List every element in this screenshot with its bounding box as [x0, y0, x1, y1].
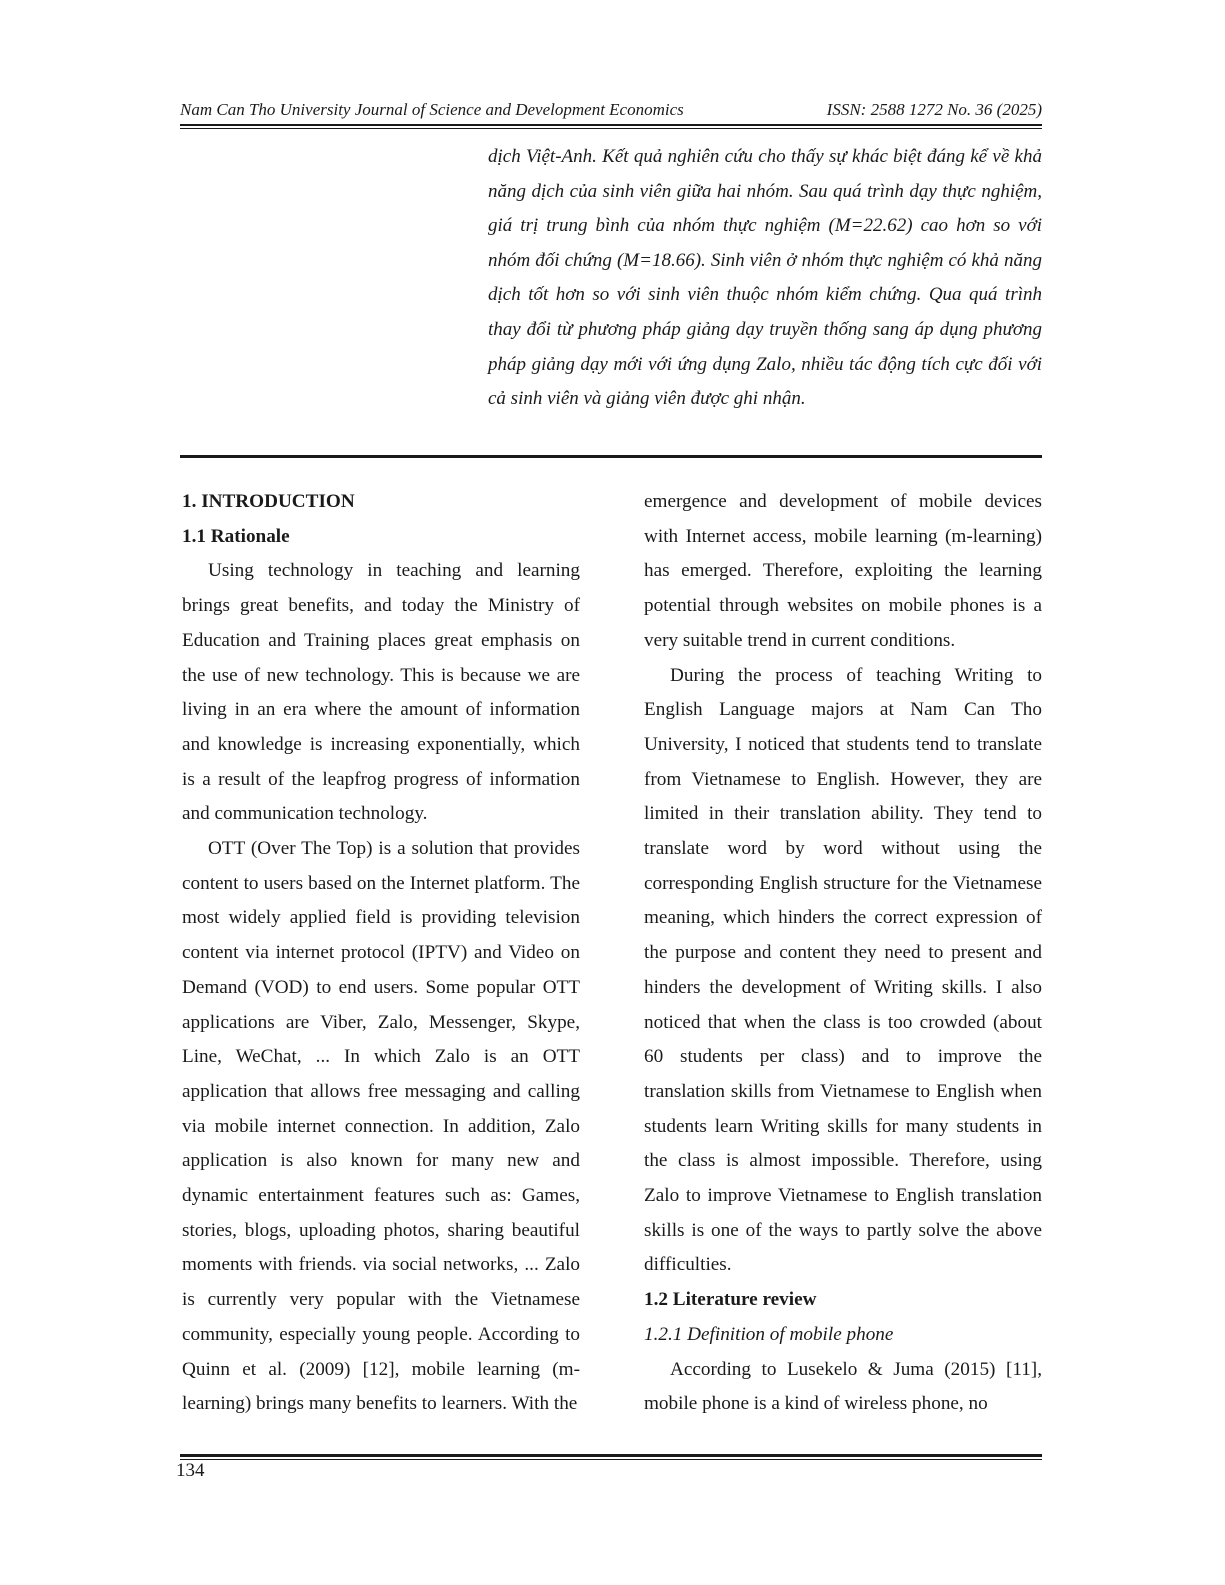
- right-column: [644, 485, 1042, 1422]
- abstract-divider: [180, 455, 1042, 458]
- page-number: 134: [176, 1460, 205, 1481]
- abstract-vietnamese: dịch Việt-Anh. Kết quả nghiên cứu cho thấy sự khác biệt đáng kể về khả năng dịch của sinh viên giữa hai nhóm. Sau quá trình dạy thực nghiệm, giá trị trung bình của nhóm thực nghiệm (M=22.62) cao hơn so với nhóm đối chứng (M=18.66). Sinh viên ở nhóm thực nghiệm có khả năng dịch tốt hơn so với sinh viên thuộc nhóm kiểm chứng. Qua quá trình thay đổi từ phương pháp giảng dạy truyền thống sang áp dụng phương pháp giảng dạy mới với ứng dụng Zalo, nhiều tác động tích cực đối với cả sinh viên và giảng viên được ghi nhận.: [488, 146, 1042, 410]
- paragraph: According to Lusekelo & Juma (2015) [11], mobile phone is a kind of wireless phone, no: [644, 1358, 1042, 1415]
- subsection-title: 1.1 Rationale: [182, 525, 290, 547]
- header-rule-thin: [180, 128, 1042, 129]
- footer-rule-thin: [180, 1459, 1042, 1460]
- section-title: 1. INTRODUCTION: [182, 491, 355, 512]
- subsubsection-title: 1.2.1 Definition of mobile phone: [644, 1323, 894, 1345]
- paragraph: Using technology in teaching and learning brings great benefits, and today the Ministry of Education and Training places great emphasis on the use of new technology. This is because we are living in an era where the amount of information and knowledge is increasing exponentially, which is a result of the leapfrog progress of information and communication technology.: [182, 560, 580, 825]
- paragraph: OTT (Over The Top) is a solution that provides content to users based on the Internet platform. The most widely applied field is providing television content via internet protocol (IPTV) and Video on Demand (VOD) to end users. Some popular OTT applications are Viber, Zalo, Messenger, Skype, Line, WeChat, ... In which Zalo is an OTT application that allows free messaging and calling via mobile internet connection. In addition, Zalo application is also known for many new and dynamic entertainment features such as: Games, stories, blogs, uploading photos, sharing beautiful moments with friends. via social networks, ... Zalo is currently very popular with the Vietnamese community, especially young people. According to Quinn et al. (2009) [12], mobile learning (m-learning) brings many benefits to learners. With the: [182, 838, 580, 1415]
- left-column: [182, 485, 580, 1422]
- subsection-title: 1.2 Literature review: [644, 1289, 817, 1311]
- footer-rule: [180, 1454, 1042, 1457]
- paragraph: During the process of teaching Writing to English Language majors at Nam Can Tho University, I noticed that students tend to translate from Vietnamese to English. However, they are limited in their translation ability. They tend to translate word by word without using the corresponding English structure for the Vietnamese meaning, which hinders the correct expression of the purpose and content they need to present and hinders the development of Writing skills. I also noticed that when the class is too crowded (about 60 students per class) and to improve the translation skills from Vietnamese to English when students learn Writing skills for many students in the class is almost impossible. Therefore, using Zalo to improve Vietnamese to English translation skills is one of the ways to partly solve the above difficulties.: [644, 664, 1042, 1276]
- paragraph-continued: emergence and development of mobile devices with Internet access, mobile learning (m-learning) has emerged. Therefore, exploiting the learning potential through websites on mobile phones is a very suitable trend in current conditions.: [644, 491, 1042, 651]
- header-rule: [180, 124, 1042, 126]
- issn-issue: ISSN: 2588 1272 No. 36 (2025): [826, 100, 1042, 119]
- journal-name: Nam Can Tho University Journal of Science and Development Economics: [180, 100, 684, 119]
- running-header: [180, 98, 1042, 122]
